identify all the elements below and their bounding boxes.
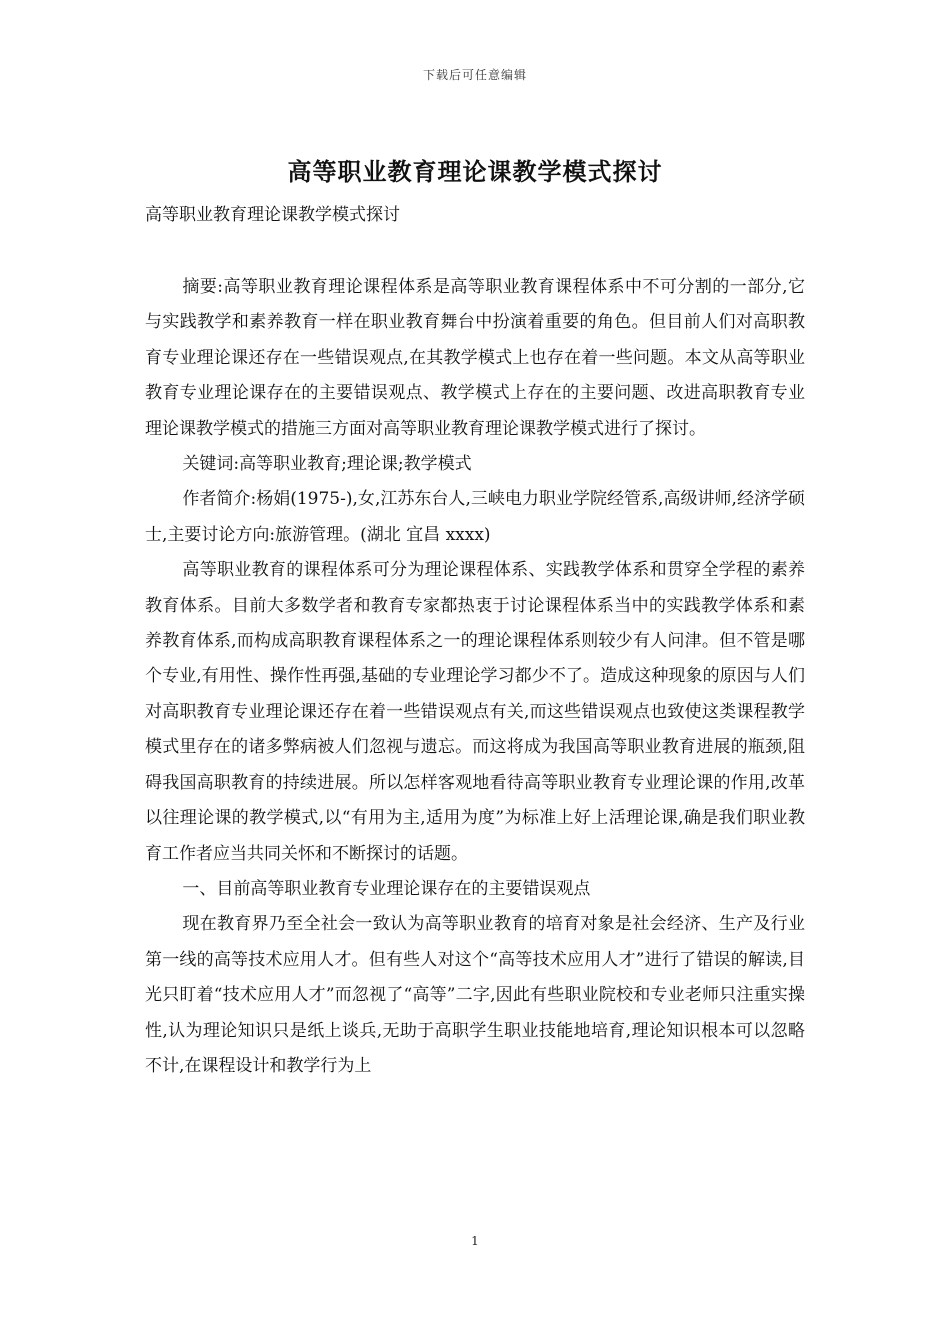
page-header: 下载后可任意编辑 — [422, 68, 527, 82]
author-bio-paragraph: 作者简介:杨娟(1975-),女,江苏东台人,三峡电力职业学院经管系,高级讲师,经济学硕士,主要讨论方向:旅游管理。(湖北 宜昌 xxxx) — [145, 489, 805, 545]
document-subtitle: 高等职业教育理论课教学模式探讨 — [145, 205, 400, 225]
section-heading: 一、目前高等职业教育专业理论课存在的主要错误观点 — [182, 878, 591, 899]
section-paragraph: 现在教育界乃至全社会一致认为高等职业教育的培育对象是社会经济、生产及行业第一线的高等技术应用人才。但有些人对这个“高等技术应用人才”进行了错误的解读,目光只盯着“技术应用人才”而忽视了“高等”二字,因此有些职业院校和专业老师只注重实操性,认为理论知识只是纸上谈兵,无助于高职学生职业技能地培育,理论知识根本可以忽略不计,在课程设计和教学行为上 — [145, 914, 805, 1076]
intro-paragraph: 高等职业教育的课程体系可分为理论课程体系、实践教学体系和贯穿全学程的素养教育体系。目前大多数学者和教育专家都热衷于讨论课程体系当中的实践教学体系和素养教育体系,而构成高职教育课程体系之一的理论课程体系则较少有人问津。但不管是哪个专业,有用性、操作性再强,基础的专业理论学习都少不了。造成这种现象的原因与人们对高职教育专业理论课还存在着一些错误观点有关,而这些错误观点也致使这类课程教学模式里存在的诸多弊病被人们忽视与遗忘。而这将成为我国高等职业教育进展的瓶颈,阻碍我国高职教育的持续进展。所以怎样客观地看待高等职业教育专业理论课的作用,改革以往理论课的教学模式,以“有用为主,适用为度”为标准上好上活理论课,确是我们职业教育工作者应当共同关怀和不断探讨的话题。 — [145, 560, 805, 864]
document-title: 高等职业教育理论课教学模式探讨 — [287, 157, 663, 186]
document-body — [145, 270, 805, 1084]
keywords-paragraph: 关键词:高等职业教育;理论课;教学模式 — [182, 454, 472, 475]
page-number: 1 — [471, 1234, 479, 1248]
abstract-paragraph: 摘要:高等职业教育理论课程体系是高等职业教育课程体系中不可分割的一部分,它与实践教学和素养教育一样在职业教育舞台中扮演着重要的角色。但目前人们对高职教育专业理论课还存在一些错误观点,在其教学模式上也存在着一些问题。本文从高等职业教育专业理论课存在的主要错误观点、教学模式上存在的主要问题、改进高职教育专业理论课教学模式的措施三方面对高等职业教育理论课教学模式进行了探讨。 — [145, 277, 805, 439]
